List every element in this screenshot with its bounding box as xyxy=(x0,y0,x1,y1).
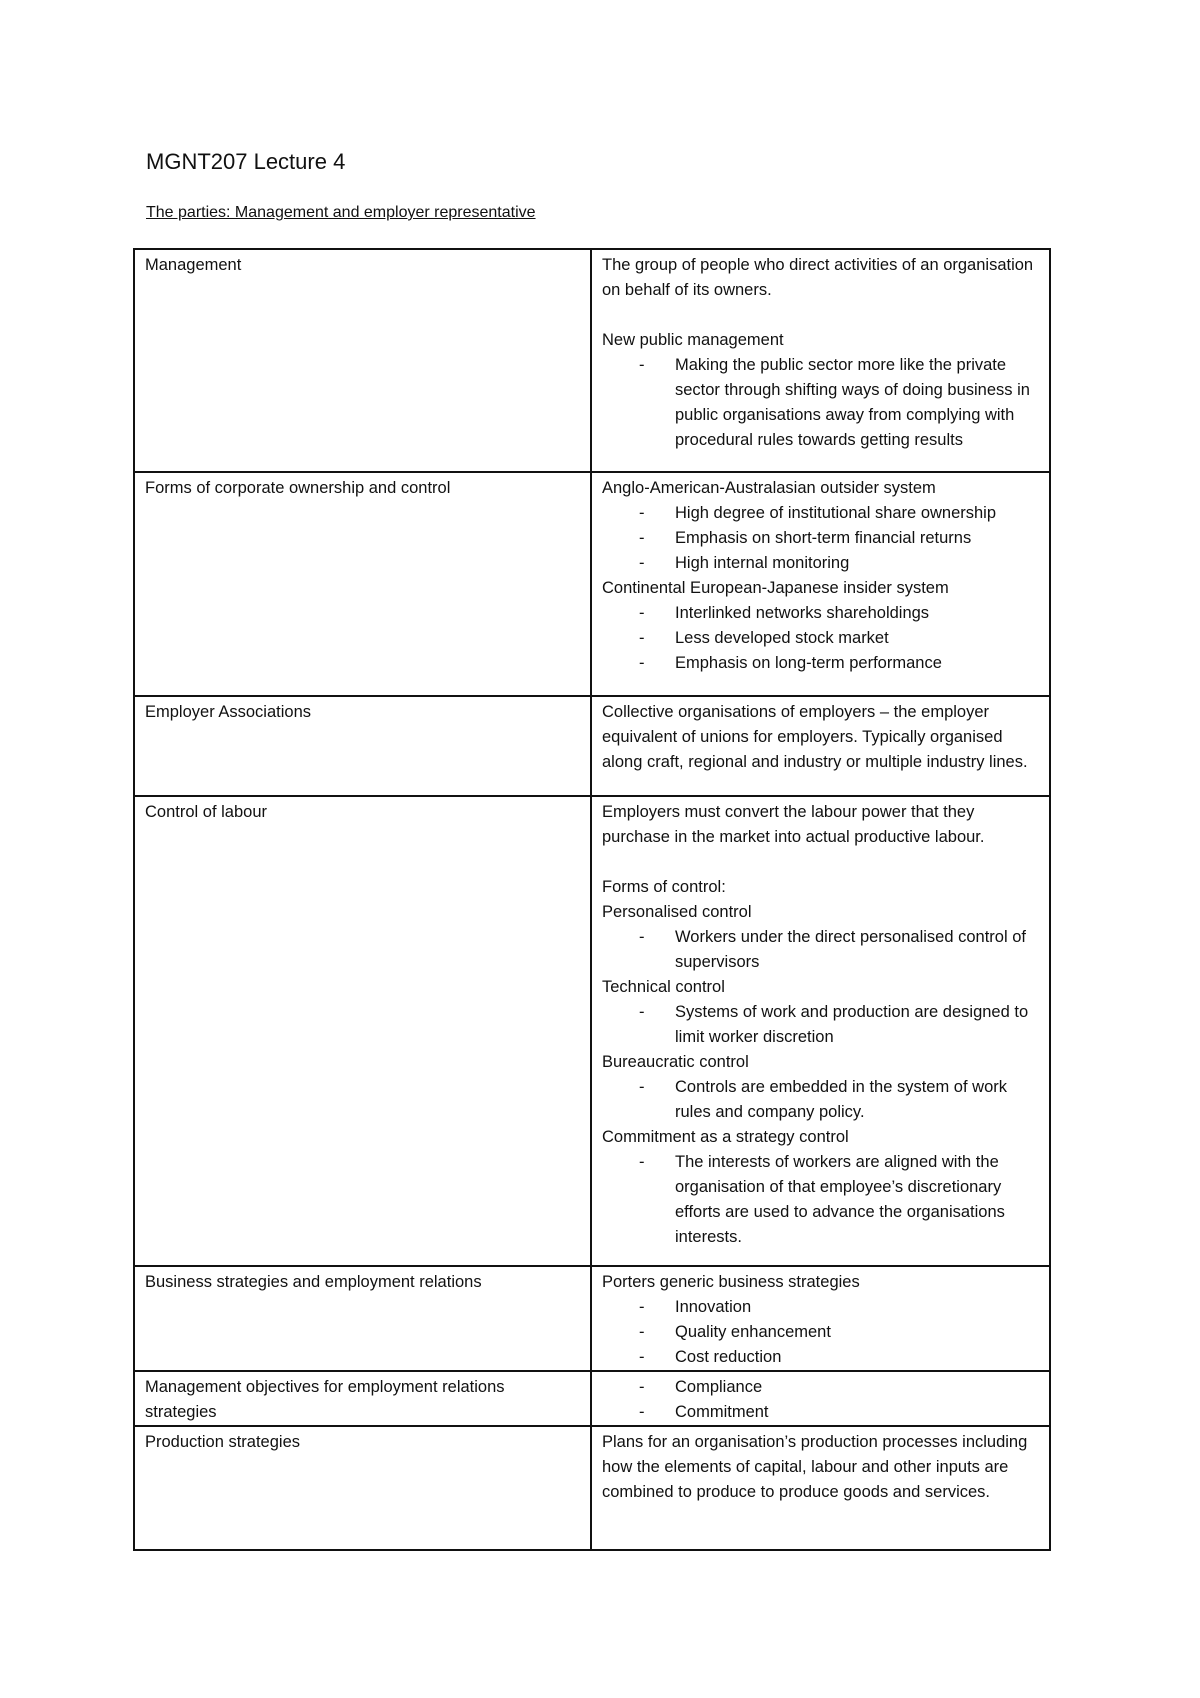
definition-cell xyxy=(591,472,1050,696)
subheading: New public management xyxy=(602,331,784,349)
bullet-item: - The interests of workers are aligned with the organisation of that employee’s discretionary efforts are used to advance the organisations interests. xyxy=(675,1150,1039,1250)
subheading: Anglo-American-Australasian outsider system xyxy=(602,479,936,497)
term-label: Employer Associations xyxy=(145,703,311,721)
term-label: Management objectives for employment relations strategies xyxy=(145,1378,505,1421)
table-row xyxy=(134,1266,1050,1371)
bullet-list xyxy=(602,925,1039,975)
definition-cell xyxy=(591,249,1050,472)
bullet-list xyxy=(602,501,1039,576)
definition-text: Plans for an organisation’s production processes including how the elements of capital, labour and other inputs are combined to produce to produce goods and services. xyxy=(602,1433,1028,1501)
table-row xyxy=(134,1371,1050,1426)
subheading: Bureaucratic control xyxy=(602,1053,749,1071)
table-row xyxy=(134,472,1050,696)
table-row xyxy=(134,696,1050,796)
term-cell xyxy=(134,249,591,472)
term-label: Forms of corporate ownership and control xyxy=(145,479,451,497)
bullet-item: - Interlinked networks shareholdings xyxy=(675,601,1039,626)
definition-cell xyxy=(591,796,1050,1266)
subheading: Personalised control xyxy=(602,903,752,921)
definition-text: Employers must convert the labour power that they purchase in the market into actual productive labour. xyxy=(602,803,985,846)
bullet-item: - Cost reduction xyxy=(675,1345,1039,1370)
bullet-list xyxy=(602,1000,1039,1050)
term-cell xyxy=(134,1266,591,1371)
forms-label: Forms of control: xyxy=(602,878,726,896)
bullet-list xyxy=(602,353,1039,453)
subheading: Commitment as a strategy control xyxy=(602,1128,849,1146)
term-label: Business strategies and employment relations xyxy=(145,1273,482,1291)
definition-cell xyxy=(591,696,1050,796)
bullet-item: - High degree of institutional share ownership xyxy=(675,501,1039,526)
term-cell xyxy=(134,1426,591,1550)
definition-cell xyxy=(591,1266,1050,1371)
subheading: Technical control xyxy=(602,978,725,996)
term-cell xyxy=(134,696,591,796)
bullet-item: - Emphasis on long-term performance xyxy=(675,651,1039,676)
bullet-item: - Workers under the direct personalised control of supervisors xyxy=(675,925,1039,975)
bullet-list xyxy=(602,1295,1039,1370)
term-label: Production strategies xyxy=(145,1433,301,1451)
section-subtitle: The parties: Management and employer representative xyxy=(146,204,536,221)
bullet-item: - Commitment xyxy=(675,1400,1039,1425)
bullet-list xyxy=(602,601,1039,676)
bullet-list xyxy=(602,1375,1039,1425)
subheading: Porters generic business strategies xyxy=(602,1273,860,1291)
term-label: Control of labour xyxy=(145,803,267,821)
bullet-item: - Quality enhancement xyxy=(675,1320,1039,1345)
bullet-list xyxy=(602,1150,1039,1250)
definition-cell xyxy=(591,1426,1050,1550)
bullet-item: - Emphasis on short-term financial returns xyxy=(675,526,1039,551)
table-row xyxy=(134,796,1050,1266)
bullet-item: - Innovation xyxy=(675,1295,1039,1320)
bullet-item: - Compliance xyxy=(675,1375,1039,1400)
term-cell xyxy=(134,472,591,696)
table-row xyxy=(134,249,1050,472)
term-cell xyxy=(134,796,591,1266)
table-row xyxy=(134,1426,1050,1550)
bullet-list xyxy=(602,1075,1039,1125)
bullet-item: - Controls are embedded in the system of work rules and company policy. xyxy=(675,1075,1039,1125)
subheading: Continental European-Japanese insider system xyxy=(602,579,949,597)
definition-text: Collective organisations of employers – the employer equivalent of unions for employers. Typically organised along craft, regional and industry or multiple industry lines. xyxy=(602,703,1028,771)
bullet-item: - High internal monitoring xyxy=(675,551,1039,576)
bullet-item: - Systems of work and production are designed to limit worker discretion xyxy=(675,1000,1039,1050)
notes-table xyxy=(133,248,1051,1551)
term-label: Management xyxy=(145,256,242,274)
bullet-item: - Less developed stock market xyxy=(675,626,1039,651)
definition-text: The group of people who direct activities of an organisation on behalf of its owners. xyxy=(602,256,1034,299)
bullet-item: - Making the public sector more like the private sector through shifting ways of doing business in public organisations away from complying with procedural rules towards getting results xyxy=(675,353,1039,453)
document-title: MGNT207 Lecture 4 xyxy=(146,149,346,174)
definition-cell xyxy=(591,1371,1050,1426)
term-cell xyxy=(134,1371,591,1426)
